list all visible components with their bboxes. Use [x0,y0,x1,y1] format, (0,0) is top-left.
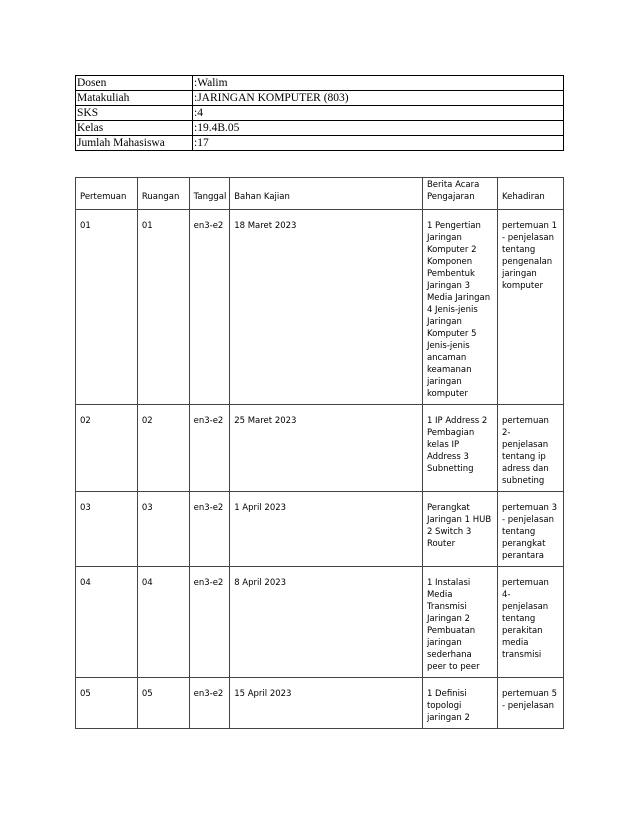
info-row-dosen [76,76,564,91]
info-label: SKS [76,106,193,121]
cell-ruangan: 05 [137,678,189,729]
cell-bahan-kajian: 1 April 2023 [230,492,423,567]
table-row [76,492,564,567]
cell-tanggal: en3-e2 [189,678,230,729]
header-ruangan: Ruangan [137,178,189,210]
cell-berita-acara: 1 Instalasi Media Transmisi Jaringan 2 Pembuatan jaringan sederhana peer to peer [422,567,497,678]
cell-bahan-kajian: 18 Maret 2023 [230,210,423,405]
cell-bahan-kajian: 8 April 2023 [230,567,423,678]
table-row [76,567,564,678]
cell-pertemuan: 03 [76,492,138,567]
cell-pertemuan: 05 [76,678,138,729]
cell-tanggal: en3-e2 [189,210,230,405]
cell-kehadiran: pertemuan 1 - penjelasan tentang pengenalan jaringan komputer [498,210,564,405]
header-kehadiran: Kehadiran [498,178,564,210]
cell-kehadiran: pertemuan 3 - penjelasan tentang perangkat perantara [498,492,564,567]
cell-ruangan: 01 [137,210,189,405]
table-row [76,210,564,405]
info-label: Dosen [76,76,193,91]
cell-pertemuan: 01 [76,210,138,405]
header-bahan-kajian: Bahan Kajian [230,178,423,210]
info-row-sks [76,106,564,121]
cell-kehadiran: pertemuan 4- penjelasan tentang perakitan media transmisi [498,567,564,678]
meeting-table [75,177,564,729]
table-row [76,405,564,492]
info-row-kelas [76,121,564,136]
header-tanggal: Tanggal [189,178,230,210]
cell-berita-acara: 1 Definisi topologi jaringan 2 [422,678,497,729]
info-value: : Walim [193,76,564,91]
info-label: Jumlah Mahasiswa [76,136,193,151]
table-header-row [76,178,564,210]
cell-ruangan: 02 [137,405,189,492]
cell-tanggal: en3-e2 [189,492,230,567]
info-row-matakuliah [76,91,564,106]
info-label: Matakuliah [76,91,193,106]
cell-berita-acara: 1 Pengertian Jaringan Komputer 2 Komponen Pembentuk Jaringan 3 Media Jaringan 4 Jenis-jenis Jaringan Komputer 5 Jenis-jenis ancaman keamanan jaringan komputer [422,210,497,405]
cell-tanggal: en3-e2 [189,567,230,678]
cell-tanggal: en3-e2 [189,405,230,492]
cell-kehadiran: pertemuan 2- penjelasan tentang ip adress dan subneting [498,405,564,492]
table-row [76,678,564,729]
cell-bahan-kajian: 25 Maret 2023 [230,405,423,492]
header-berita-acara: Berita Acara Pengajaran [422,178,497,210]
info-label: Kelas [76,121,193,136]
header-pertemuan: Pertemuan [76,178,138,210]
cell-pertemuan: 04 [76,567,138,678]
info-value: : JARINGAN KOMPUTER (803) [193,91,564,106]
cell-bahan-kajian: 15 April 2023 [230,678,423,729]
cell-berita-acara: Perangkat Jaringan 1 HUB 2 Switch 3 Router [422,492,497,567]
info-value: : 19.4B.05 [193,121,564,136]
cell-ruangan: 04 [137,567,189,678]
info-row-jumlah-mahasiswa [76,136,564,151]
cell-ruangan: 03 [137,492,189,567]
cell-berita-acara: 1 IP Address 2 Pembagian kelas IP Address 3 Subnetting [422,405,497,492]
info-value: : 4 [193,106,564,121]
info-value: : 17 [193,136,564,151]
course-info-table [75,75,564,151]
cell-pertemuan: 02 [76,405,138,492]
cell-kehadiran: pertemuan 5 - penjelasan [498,678,564,729]
